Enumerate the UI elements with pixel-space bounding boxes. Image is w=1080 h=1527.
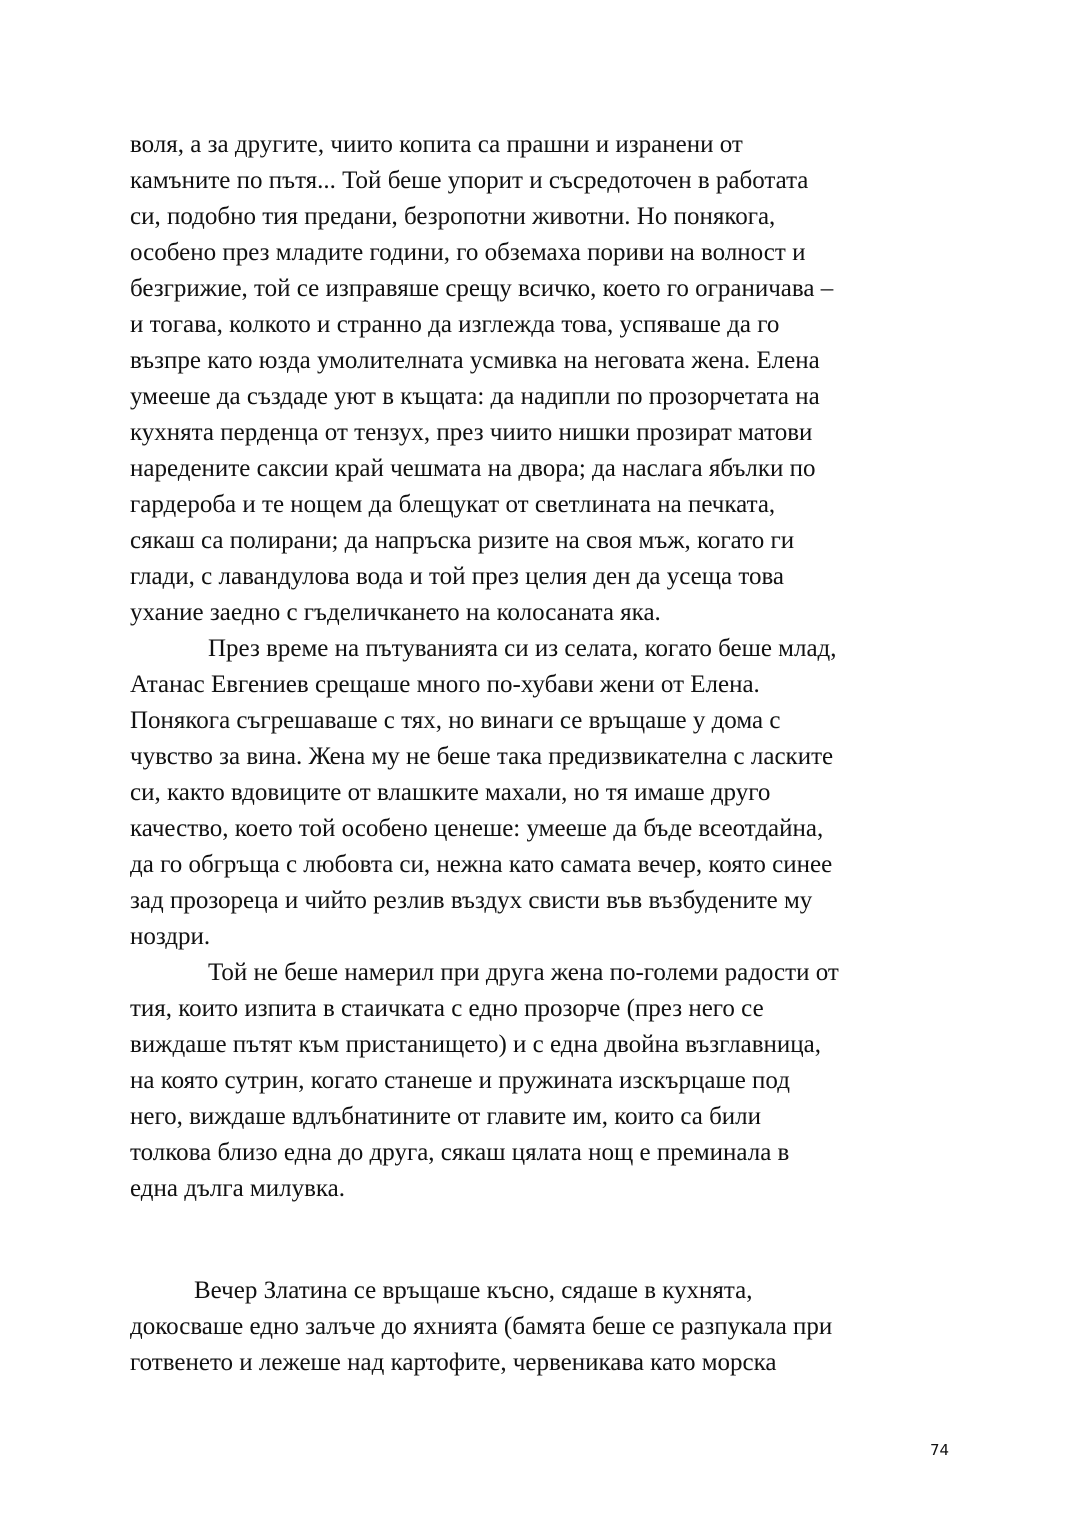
page-number: 74 (930, 1441, 950, 1459)
text-line: Понякога съгрешаваше с тях, но винаги се връщаше у дома с (130, 707, 781, 734)
text-line: гардероба и те нощем да блещукат от светлината на печката, (130, 491, 776, 518)
text-line: ухание заедно с гъделичкането на колосаната яка. (130, 599, 661, 626)
text-line: чувство за вина. Жена му не беше така предизвикателна с ласките (130, 743, 834, 770)
text-line: качество, което той особено ценеше: умееше да бъде всеотдайна, (130, 815, 824, 842)
section-two-text-block (130, 1273, 832, 1381)
text-line: виждаше пътят към пристанището) и с една двойна възглавница, (130, 1031, 822, 1058)
text-line: безгрижие, той се изправяше срещу всичко, което го ограничава – (130, 275, 834, 302)
text-line: ноздри. (130, 923, 211, 950)
text-line: си, както вдовиците от влашките махали, но тя имаше друго (130, 779, 771, 806)
text-line: воля, а за другите, чиито копита са прашни и изранени от (130, 131, 743, 158)
text-line: умееше да създаде уют в къщата: да надипли по прозорчетата на (130, 383, 820, 410)
text-line: кухнята перденца от тензух, през чиито нишки прозират матови (130, 419, 813, 446)
text-line: Атанас Евгениев срещаше много по-хубави жени от Елена. (130, 671, 760, 698)
text-line: си, подобно тия предани, безропотни животни. Но понякога, (130, 203, 776, 230)
text-line: докосваше едно залъче до яхнията (бамята беше се разпукала при (130, 1313, 833, 1340)
text-line: наредените саксии край чешмата на двора; да наслага ябълки по (130, 455, 816, 482)
text-line: и тогава, колкото и странно да изглежда това, успяваше да го (130, 311, 780, 338)
text-line: на която сутрин, когато станеше и пружината изскърцаше под (130, 1067, 790, 1094)
text-line: тия, които изпита в стаичката с едно прозорче (през него се (130, 995, 764, 1022)
text-line: една дълга милувка. (130, 1175, 346, 1202)
text-line: камъните по пътя... Той беше упорит и съсредоточен в работата (130, 167, 809, 194)
text-line: толкова близо една до друга, сякаш цялата нощ е преминала в (130, 1139, 790, 1166)
main-text-block (130, 127, 839, 1207)
text-line: сякаш са полирани; да напръска ризите на своя мъж, когато ги (130, 527, 795, 554)
text-line: него, виждаше вдлъбнатините от главите им, които са били (130, 1103, 762, 1130)
paragraph-start-line: Вечер Златина се връщаше късно, сядаше в кухнята, (194, 1277, 753, 1304)
text-line: глади, с лавандулова вода и той през целия ден да усеща това (130, 563, 785, 590)
text-line: особено през младите години, го обземаха пориви на волност и (130, 239, 806, 266)
text-line: да го обгръща с любовта си, нежна като самата вечер, която синее (130, 851, 833, 878)
paragraph-start-line: Той не беше намерил при друга жена по-големи радости от (208, 959, 839, 986)
paragraph-start-line: През време на пътуванията си из селата, когато беше млад, (208, 635, 837, 662)
text-line: зад прозореца и чийто резлив въздух свисти във възбудените му (130, 887, 813, 914)
text-line: възпре като юзда умолителната усмивка на неговата жена. Елена (130, 347, 820, 374)
text-line: готвенето и лежеше над картофите, червеникава като морска (130, 1349, 777, 1376)
